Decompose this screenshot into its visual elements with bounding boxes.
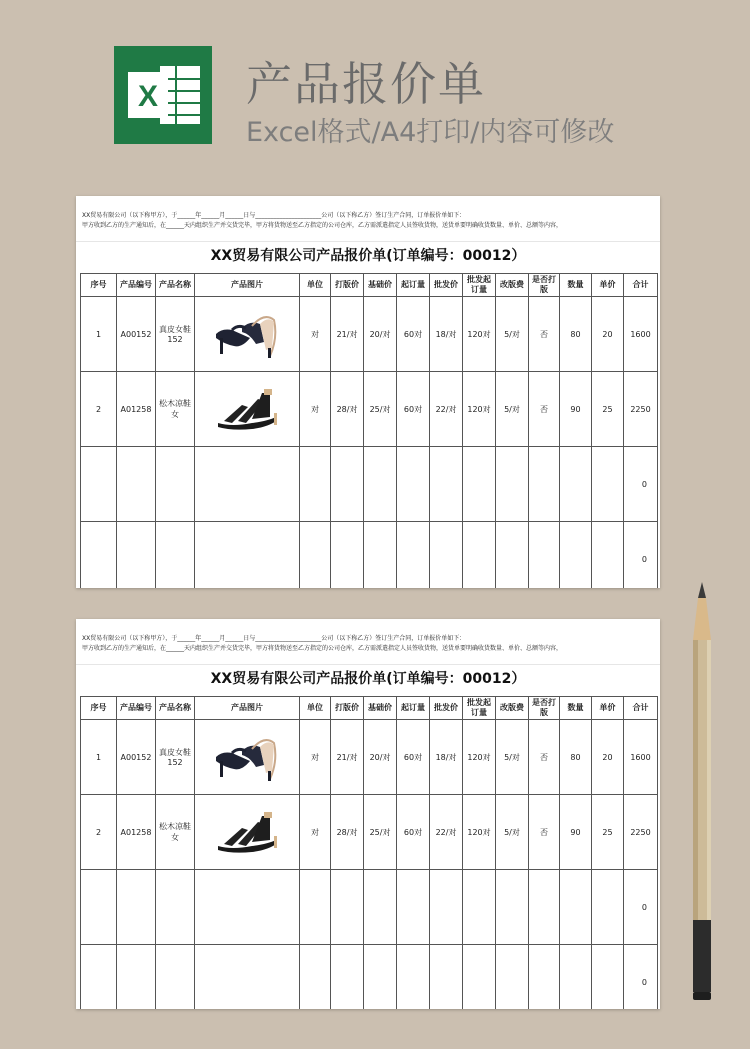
preamble-line: 甲方收到乙方的生产通知后，在______天内组织生产并交货完毕，甲方将货物送至乙方指定的公司仓库，乙方需派遣指定人员签收货物，送货单要明确收货数量、单价、总额等内容，	[82, 222, 563, 229]
table-header-row	[81, 274, 658, 297]
quote-table	[80, 273, 658, 588]
cell-wholesale-price	[430, 522, 463, 589]
cell-mod-fee: 5/对	[496, 297, 529, 372]
cell-no: 1	[81, 720, 117, 795]
column-header: 打版价	[331, 697, 364, 720]
cell-sampled	[529, 522, 560, 589]
column-header: 单位	[300, 274, 331, 297]
column-header: 产品图片	[195, 274, 300, 297]
cell-sampled	[529, 447, 560, 522]
sheet-title: XX贸易有限公司产品报价单(订单编号：00012）	[76, 241, 660, 270]
cell-sample-price	[331, 522, 364, 589]
cell-sample-price: 28/对	[331, 795, 364, 870]
cell-unit	[300, 945, 331, 1010]
image-cell	[195, 870, 300, 945]
cell-name: 真皮女鞋152	[156, 720, 195, 795]
cell-total: 2250	[624, 372, 658, 447]
column-header: 是否打版	[529, 697, 560, 720]
cell-sampled: 否	[529, 795, 560, 870]
page-title: 产品报价单	[246, 57, 486, 111]
cell-unit: 对	[300, 795, 331, 870]
column-header: 基础价	[364, 697, 397, 720]
cell-name: 松木凉鞋女	[156, 795, 195, 870]
cell-sample-price: 28/对	[331, 372, 364, 447]
cell-code: A01258	[117, 795, 156, 870]
cell-mod-fee	[496, 870, 529, 945]
cell-name	[156, 522, 195, 589]
column-header: 改版费	[496, 274, 529, 297]
cell-base-price: 25/对	[364, 372, 397, 447]
cell-mod-fee	[496, 945, 529, 1010]
column-header: 产品名称	[156, 274, 195, 297]
cell-total: 1600	[624, 297, 658, 372]
cell-sample-price	[331, 870, 364, 945]
column-header: 产品名称	[156, 697, 195, 720]
image-cell	[195, 522, 300, 589]
cell-wholesale-moq	[463, 522, 496, 589]
flat-sandal-icon	[195, 795, 300, 870]
cell-wholesale-price: 22/对	[430, 795, 463, 870]
cell-total: 0	[624, 945, 658, 1010]
column-header: 数量	[560, 697, 592, 720]
cell-wholesale-moq	[463, 945, 496, 1010]
cell-unit-price	[592, 945, 624, 1010]
cell-no	[81, 522, 117, 589]
cell-wholesale-moq: 120对	[463, 372, 496, 447]
cell-wholesale-price: 22/对	[430, 372, 463, 447]
cell-wholesale-moq	[463, 447, 496, 522]
cell-base-price	[364, 447, 397, 522]
preamble-line: 甲方收到乙方的生产通知后，在______天内组织生产并交货完毕，甲方将货物送至乙方指定的公司仓库，乙方需派遣指定人员签收货物，送货单要明确收货数量、单价、总额等内容，	[82, 645, 563, 652]
cell-unit: 对	[300, 720, 331, 795]
sheet-preview	[76, 196, 660, 588]
column-header: 序号	[81, 697, 117, 720]
cell-unit	[300, 522, 331, 589]
cell-qty: 90	[560, 795, 592, 870]
cell-wholesale-moq: 120对	[463, 297, 496, 372]
cell-mod-fee	[496, 522, 529, 589]
quote-table	[80, 696, 658, 1009]
sheet-title: XX贸易有限公司产品报价单(订单编号：00012）	[76, 664, 660, 693]
cell-qty	[560, 447, 592, 522]
column-header: 基础价	[364, 274, 397, 297]
flat-sandal-icon	[195, 372, 300, 447]
cell-sampled: 否	[529, 372, 560, 447]
column-header: 打版价	[331, 274, 364, 297]
column-header: 起订量	[397, 697, 430, 720]
cell-no: 2	[81, 372, 117, 447]
contract-preamble	[76, 196, 660, 237]
cell-wholesale-price: 18/对	[430, 297, 463, 372]
cell-moq	[397, 447, 430, 522]
column-header: 产品图片	[195, 697, 300, 720]
column-header: 批发起订量	[463, 697, 496, 720]
cell-name	[156, 945, 195, 1010]
cell-base-price: 20/对	[364, 297, 397, 372]
cell-base-price	[364, 945, 397, 1010]
cell-sampled: 否	[529, 297, 560, 372]
page-subtitle: Excel格式/A4打印/内容可修改	[246, 117, 615, 148]
cell-total: 0	[624, 447, 658, 522]
excel-letter: X	[137, 80, 159, 113]
cell-code	[117, 522, 156, 589]
preamble-line: XX贸易有限公司（以下称甲方），于______年______月______日与______________________公司（以下称乙方）签订生产合同，订单报价单如下：	[82, 212, 466, 219]
cell-no: 1	[81, 297, 117, 372]
column-header: 单位	[300, 697, 331, 720]
cell-qty	[560, 945, 592, 1010]
cell-moq: 60对	[397, 795, 430, 870]
cell-unit: 对	[300, 372, 331, 447]
cell-wholesale-price	[430, 870, 463, 945]
table-row	[81, 720, 658, 795]
column-header: 批发价	[430, 697, 463, 720]
cell-wholesale-moq	[463, 870, 496, 945]
cell-code	[117, 945, 156, 1010]
cell-base-price	[364, 870, 397, 945]
cell-base-price: 20/对	[364, 720, 397, 795]
cell-mod-fee: 5/对	[496, 795, 529, 870]
cell-sample-price: 21/对	[331, 297, 364, 372]
cell-code	[117, 447, 156, 522]
table-header-row	[81, 697, 658, 720]
cell-no	[81, 870, 117, 945]
cell-code: A01258	[117, 372, 156, 447]
high-heel-sandal-icon	[195, 720, 300, 795]
table-row	[81, 795, 658, 870]
cell-sample-price: 21/对	[331, 720, 364, 795]
column-header: 是否打版	[529, 274, 560, 297]
contract-preamble	[76, 619, 660, 660]
cell-base-price	[364, 522, 397, 589]
cell-mod-fee: 5/对	[496, 720, 529, 795]
cell-base-price: 25/对	[364, 795, 397, 870]
cell-unit-price: 20	[592, 720, 624, 795]
cell-name: 松木凉鞋女	[156, 372, 195, 447]
cell-mod-fee: 5/对	[496, 372, 529, 447]
cell-unit-price: 25	[592, 795, 624, 870]
cell-no	[81, 447, 117, 522]
cell-moq	[397, 522, 430, 589]
cell-code: A00152	[117, 720, 156, 795]
column-header: 改版费	[496, 697, 529, 720]
table-row	[81, 945, 658, 1010]
cell-sample-price	[331, 447, 364, 522]
column-header: 合计	[624, 697, 658, 720]
cell-moq: 60对	[397, 297, 430, 372]
table-row	[81, 870, 658, 945]
cell-unit-price	[592, 522, 624, 589]
sheet-preview	[76, 619, 660, 1009]
cell-name: 真皮女鞋152	[156, 297, 195, 372]
column-header: 单价	[592, 697, 624, 720]
column-header: 产品编号	[117, 697, 156, 720]
column-header: 单价	[592, 274, 624, 297]
table-row	[81, 372, 658, 447]
table-row	[81, 522, 658, 589]
cell-total: 1600	[624, 720, 658, 795]
cell-unit-price	[592, 870, 624, 945]
cell-moq	[397, 945, 430, 1010]
cell-wholesale-price	[430, 945, 463, 1010]
column-header: 产品编号	[117, 274, 156, 297]
cell-sampled	[529, 870, 560, 945]
cell-wholesale-price: 18/对	[430, 720, 463, 795]
cell-name	[156, 870, 195, 945]
column-header: 批发起订量	[463, 274, 496, 297]
cell-total: 0	[624, 870, 658, 945]
high-heel-sandal-icon	[195, 297, 300, 372]
image-cell	[195, 945, 300, 1010]
cell-wholesale-moq: 120对	[463, 720, 496, 795]
cell-qty	[560, 522, 592, 589]
cell-moq	[397, 870, 430, 945]
cell-moq: 60对	[397, 372, 430, 447]
excel-icon	[114, 46, 212, 144]
cell-unit	[300, 447, 331, 522]
cell-qty	[560, 870, 592, 945]
pencil-icon	[684, 582, 720, 1012]
cell-qty: 80	[560, 720, 592, 795]
cell-no: 2	[81, 795, 117, 870]
cell-sampled	[529, 945, 560, 1010]
column-header: 批发价	[430, 274, 463, 297]
cell-no	[81, 945, 117, 1010]
cell-moq: 60对	[397, 720, 430, 795]
cell-unit-price: 20	[592, 297, 624, 372]
cell-qty: 90	[560, 372, 592, 447]
table-row	[81, 297, 658, 372]
cell-code	[117, 870, 156, 945]
cell-sample-price	[331, 945, 364, 1010]
column-header: 合计	[624, 274, 658, 297]
cell-sampled: 否	[529, 720, 560, 795]
cell-unit-price	[592, 447, 624, 522]
cell-code: A00152	[117, 297, 156, 372]
column-header: 数量	[560, 274, 592, 297]
column-header: 起订量	[397, 274, 430, 297]
image-cell	[195, 447, 300, 522]
cell-unit-price: 25	[592, 372, 624, 447]
cell-wholesale-moq: 120对	[463, 795, 496, 870]
cell-unit	[300, 870, 331, 945]
cell-total: 0	[624, 522, 658, 589]
column-header: 序号	[81, 274, 117, 297]
preamble-line: XX贸易有限公司（以下称甲方），于______年______月______日与______________________公司（以下称乙方）签订生产合同，订单报价单如下：	[82, 635, 466, 642]
cell-mod-fee	[496, 447, 529, 522]
cell-total: 2250	[624, 795, 658, 870]
table-row	[81, 447, 658, 522]
cell-wholesale-price	[430, 447, 463, 522]
cell-name	[156, 447, 195, 522]
cell-unit: 对	[300, 297, 331, 372]
cell-qty: 80	[560, 297, 592, 372]
